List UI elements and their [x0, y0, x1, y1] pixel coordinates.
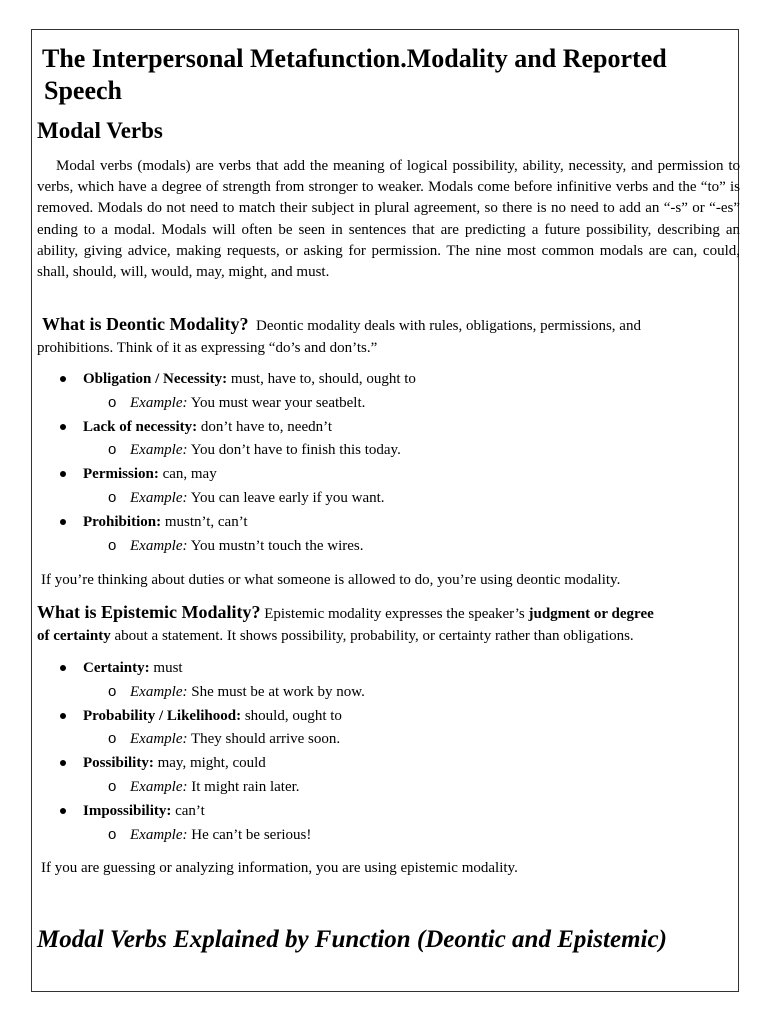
- sub-bullet-marker: o: [108, 682, 117, 700]
- list-item-label: Possibility:: [83, 755, 154, 772]
- example-label: Example:: [130, 683, 188, 700]
- epistemic-definition-bold: judgment or degree: [528, 606, 654, 622]
- deontic-question: What is Deontic Modality?: [42, 314, 249, 334]
- list-item: [83, 706, 342, 726]
- list-item: [83, 801, 205, 821]
- section-heading: Modal Verbs: [37, 118, 163, 143]
- bullet-dot: [60, 713, 66, 719]
- sub-bullet-marker: o: [108, 777, 117, 795]
- list-item-modals: must, have to, should, ought to: [230, 371, 416, 387]
- list-item: [83, 464, 217, 484]
- example-item: [130, 729, 340, 749]
- deontic-definition: Deontic modality deals with rules, obligations, permissions, and: [256, 318, 641, 334]
- example-text: You mustn’t touch the wires.: [190, 537, 364, 554]
- bullet-dot: [60, 665, 66, 671]
- list-item-label: Probability / Likelihood:: [83, 707, 242, 724]
- page-title: The Interpersonal Metafunction.Modality and Reported: [42, 44, 667, 73]
- bullet-dot: [60, 424, 66, 430]
- epistemic-question: What is Epistemic Modality?: [37, 602, 261, 622]
- list-item-modals: should, ought to: [244, 707, 342, 724]
- example-text: You must wear your seatbelt.: [190, 394, 366, 411]
- sub-bullet-marker: o: [108, 825, 117, 843]
- list-item-modals: can, may: [162, 466, 217, 483]
- epistemic-heading-line: [37, 601, 654, 625]
- list-item-modals: mustn’t, can’t: [164, 514, 248, 531]
- list-item-label: Impossibility:: [83, 803, 172, 820]
- epistemic-definition-continued: [37, 625, 634, 647]
- example-item: [130, 393, 365, 413]
- sub-bullet-marker: o: [108, 393, 117, 411]
- list-item-label: Prohibition:: [83, 514, 162, 531]
- sub-bullet-marker: o: [108, 730, 117, 748]
- example-item: [130, 488, 385, 508]
- deontic-summary: If you’re thinking about duties or what someone is allowed to do, you’re using deontic modality.: [41, 572, 621, 588]
- example-text: He can’t be serious!: [191, 826, 312, 843]
- example-item: [130, 777, 300, 797]
- list-item: [83, 658, 183, 678]
- closing-title: Modal Verbs Explained by Function (Deontic and Epistemic): [37, 926, 667, 953]
- list-item: [83, 369, 416, 389]
- list-item-label: Permission:: [83, 466, 159, 483]
- list-item: [83, 417, 332, 437]
- example-item: [130, 825, 311, 845]
- example-label: Example:: [130, 537, 188, 554]
- deontic-heading-line: [42, 313, 641, 337]
- example-label: Example:: [130, 731, 188, 748]
- list-item-label: Lack of necessity:: [83, 418, 198, 435]
- deontic-definition-continued: prohibitions. Think of it as expressing “do’s and don’ts.”: [37, 340, 378, 356]
- example-label: Example:: [130, 394, 188, 411]
- sub-bullet-marker: o: [108, 536, 117, 554]
- list-item: [83, 753, 266, 773]
- example-item: [130, 536, 363, 556]
- list-item-modals: may, might, could: [157, 755, 266, 772]
- example-item: [130, 682, 365, 702]
- list-item-modals: can’t: [175, 803, 205, 820]
- example-text: It might rain later.: [191, 778, 300, 795]
- example-label: Example:: [130, 442, 188, 459]
- example-label: Example:: [130, 489, 188, 506]
- example-item: [130, 440, 401, 460]
- intro-text: Modal verbs (modals) are verbs that add the meaning of logical possibility, ability, necessity, and permission to verbs, which have a degree of strength from stronger to weaker. Modals come before infinitive verbs and the “to” is removed. Modals do not need to match their subject in plural agreement, so there is no need to add an “-s” or “-es” ending to a modal. Modals will often be seen in sentences that are predicting a future possibility, describing an ability, giving advice, making requests, or asking for permission. The nine most common modals are can, could, shall, should, will, would, may, might, and must.: [37, 158, 740, 281]
- list-item-label: Obligation / Necessity:: [83, 371, 228, 387]
- epistemic-definition-bold-2: of certainty: [37, 628, 111, 644]
- epistemic-definition-rest: about a statement. It shows possibility, probability, or certainty rather than obligations.: [114, 628, 634, 644]
- example-text: You don’t have to finish this today.: [190, 442, 401, 459]
- epistemic-summary: If you are guessing or analyzing information, you are using epistemic modality.: [41, 860, 518, 876]
- intro-paragraph: [37, 156, 740, 283]
- sub-bullet-marker: o: [108, 488, 117, 506]
- list-item: [83, 512, 248, 532]
- sub-bullet-marker: o: [108, 441, 117, 459]
- list-item-modals: don’t have to, needn’t: [200, 418, 332, 435]
- bullet-dot: [60, 376, 66, 382]
- list-item-label: Certainty:: [83, 660, 150, 676]
- page-title-continued: Speech: [44, 76, 122, 105]
- example-label: Example:: [130, 826, 188, 843]
- example-text: They should arrive soon.: [190, 731, 341, 748]
- example-text: She must be at work by now.: [191, 683, 365, 700]
- example-label: Example:: [130, 778, 188, 795]
- list-item-modals: must: [153, 660, 183, 676]
- epistemic-definition: Epistemic modality expresses the speaker’s: [264, 606, 525, 622]
- example-text: You can leave early if you want.: [190, 489, 385, 506]
